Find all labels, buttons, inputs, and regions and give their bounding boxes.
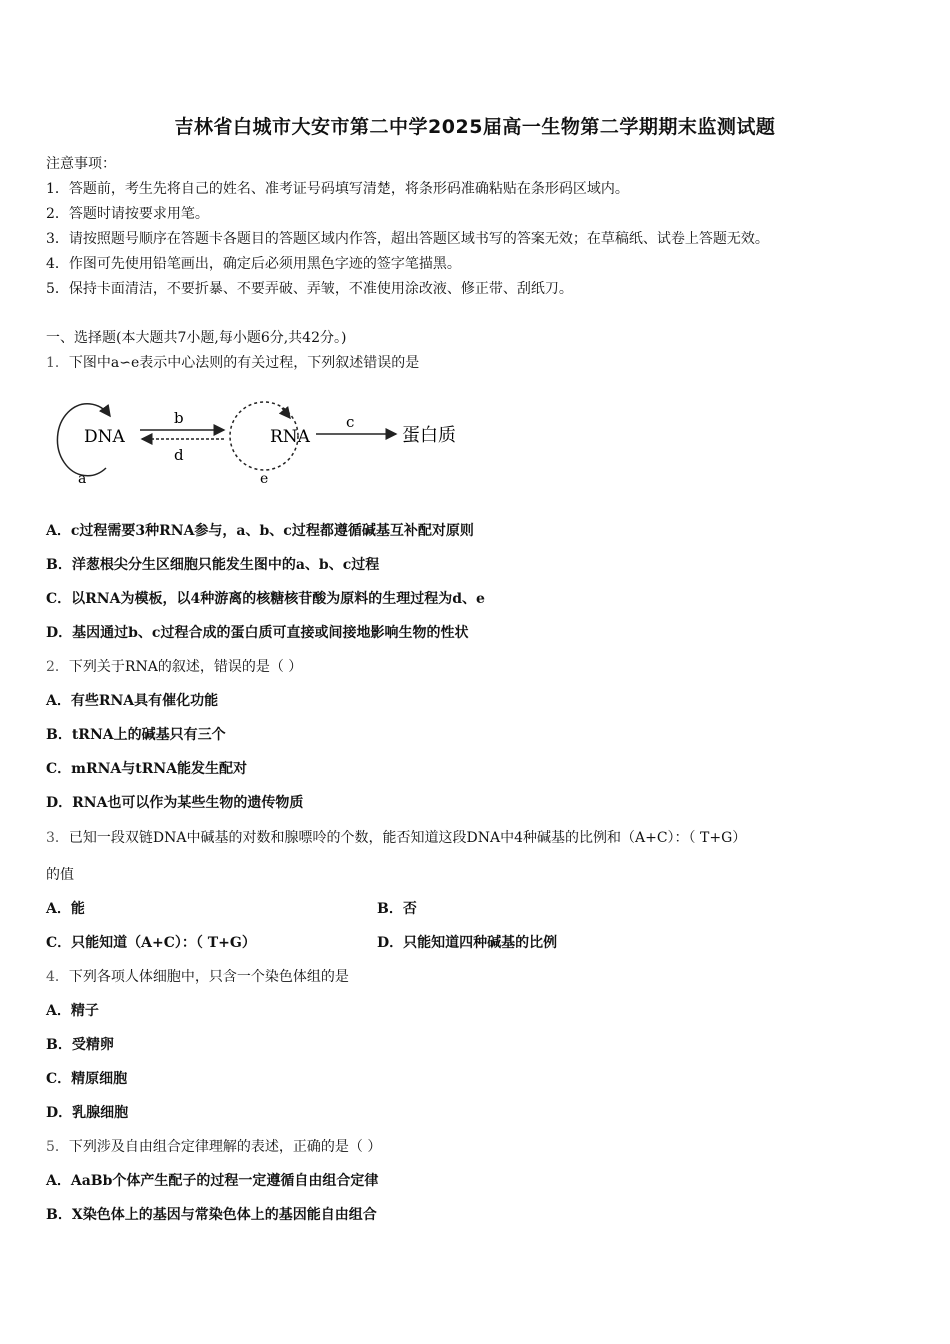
question-text: 下列关于RNA的叙述，错误的是（ ） xyxy=(68,659,303,675)
option-2b xyxy=(46,724,226,744)
option-4d xyxy=(46,1102,128,1122)
option-2a xyxy=(46,690,218,710)
option-part: B． xyxy=(46,1207,72,1223)
option-part: C． xyxy=(46,761,72,777)
label-d: d xyxy=(174,446,184,464)
option-part: C． xyxy=(46,591,72,607)
label-rna: RNA xyxy=(270,427,310,447)
option-part: D． xyxy=(46,1105,73,1121)
question-number: 1． xyxy=(46,355,69,371)
option-part: AaBb个体产生配子的过程一定遵循自由组合定律 xyxy=(70,1173,379,1189)
page-title: 吉林省白城市大安市第二中学2025届高一生物第二学期期末监测试题 xyxy=(174,116,776,138)
option-part: tRNA上的碱基只有三个 xyxy=(71,727,226,743)
option-part: 能 xyxy=(70,901,85,917)
label-e: e xyxy=(260,471,269,487)
option-part: B． xyxy=(46,1037,72,1053)
option-part: 否 xyxy=(402,901,417,917)
question-3-stem xyxy=(46,827,746,847)
option-part: 有些RNA具有催化功能 xyxy=(70,693,219,709)
option-2d xyxy=(46,792,303,812)
question-3-stem-cont: 的值 xyxy=(46,867,74,883)
label-b: b xyxy=(174,409,184,427)
option-part: X染色体上的基因与常染色体上的基因能自由组合 xyxy=(71,1207,377,1223)
option-part: 精原细胞 xyxy=(71,1071,128,1087)
option-1a xyxy=(46,520,474,540)
question-1-stem xyxy=(46,352,419,372)
notice-item: 3．请按照题号顺序在答题卡各题目的答题区域内作答，超出答题区域书写的答案无效；在草稿纸、试卷上答题无效。 xyxy=(46,231,769,247)
option-part: 洋葱根尖分生区细胞只能发生图中的a、b、c过程 xyxy=(71,557,380,573)
option-part: 精子 xyxy=(70,1003,99,1019)
option-3b xyxy=(377,898,417,918)
option-4a xyxy=(46,1000,99,1020)
option-1b xyxy=(46,554,379,574)
label-protein: 蛋白质 xyxy=(402,425,456,446)
option-1d xyxy=(46,622,468,642)
option-part: mRNA与tRNA能发生配对 xyxy=(71,761,248,777)
question-2-stem xyxy=(46,656,302,676)
label-c: c xyxy=(346,413,355,431)
option-part: RNA也可以作为某些生物的遗传物质 xyxy=(72,795,304,811)
option-3d xyxy=(377,932,557,952)
option-part: B． xyxy=(46,557,72,573)
notice-item: 2．答题时请按要求用笔。 xyxy=(46,206,209,222)
question-4-stem xyxy=(46,966,349,986)
option-3c xyxy=(46,932,256,952)
notice-item: 1．答题前，考生先将自己的姓名、准考证号码填写清楚，将条形码准确粘贴在条形码区域内。 xyxy=(46,181,629,197)
question-number: 2． xyxy=(46,659,69,675)
label-a: a xyxy=(78,471,87,487)
option-part: 只能知道四种碱基的比例 xyxy=(403,935,558,951)
section-heading: 一、选择题(本大题共7小题,每小题6分,共42分。) xyxy=(46,330,347,346)
question-number: 3． xyxy=(46,830,69,846)
option-part: 基因通过b、c过程合成的蛋白质可直接或间接地影响生物的性状 xyxy=(72,625,469,641)
notice-item: 4．作图可先使用铅笔画出，确定后必须用黑色字迹的签字笔描黑。 xyxy=(46,256,461,272)
question-5-stem xyxy=(46,1136,381,1156)
option-part: 受精卵 xyxy=(71,1037,114,1053)
notice-heading: 注意事项： xyxy=(46,156,116,172)
option-part: A． xyxy=(46,901,71,917)
option-part: c过程需要3种RNA参与，a、b、c过程都遵循碱基互补配对原则 xyxy=(70,523,474,539)
central-dogma-diagram xyxy=(46,390,486,490)
option-5a xyxy=(46,1170,378,1190)
label-dna: DNA xyxy=(84,427,125,447)
option-4b xyxy=(46,1034,114,1054)
question-number: 5． xyxy=(46,1139,69,1155)
question-text: 下列涉及自由组合定律理解的表述，正确的是（ ） xyxy=(68,1139,382,1155)
option-part: D． xyxy=(377,935,404,951)
option-part: C． xyxy=(46,935,72,951)
option-part: 以RNA为模板，以4种游离的核糖核苷酸为原料的生理过程为d、e xyxy=(71,591,485,607)
option-part: 乳腺细胞 xyxy=(72,1105,129,1121)
option-1c xyxy=(46,588,485,608)
option-part: A． xyxy=(46,1173,71,1189)
option-3a xyxy=(46,898,85,918)
option-part: D． xyxy=(46,625,73,641)
question-text: 下图中a∽e表示中心法则的有关过程，下列叙述错误的是 xyxy=(68,355,420,371)
option-5b xyxy=(46,1204,377,1224)
option-part: A． xyxy=(46,693,71,709)
option-part: A． xyxy=(46,1003,71,1019)
option-part: B． xyxy=(377,901,403,917)
question-text: 已知一段双链DNA中碱基的对数和腺嘌呤的个数，能否知道这段DNA中4种碱基的比例和（A+C）：（ T+G） xyxy=(68,830,747,846)
option-part: A． xyxy=(46,523,71,539)
option-part: C． xyxy=(46,1071,72,1087)
option-2c xyxy=(46,758,247,778)
notice-item: 5．保持卡面清洁，不要折暴、不要弄破、弄皱，不准使用涂改液、修正带、刮纸刀。 xyxy=(46,281,573,297)
option-part: 只能知道（A+C）：（ T+G） xyxy=(71,935,256,951)
question-text: 下列各项人体细胞中，只含一个染色体组的是 xyxy=(68,969,349,985)
option-part: D． xyxy=(46,795,73,811)
question-number: 4． xyxy=(46,969,69,985)
option-part: B． xyxy=(46,727,72,743)
option-4c xyxy=(46,1068,127,1088)
